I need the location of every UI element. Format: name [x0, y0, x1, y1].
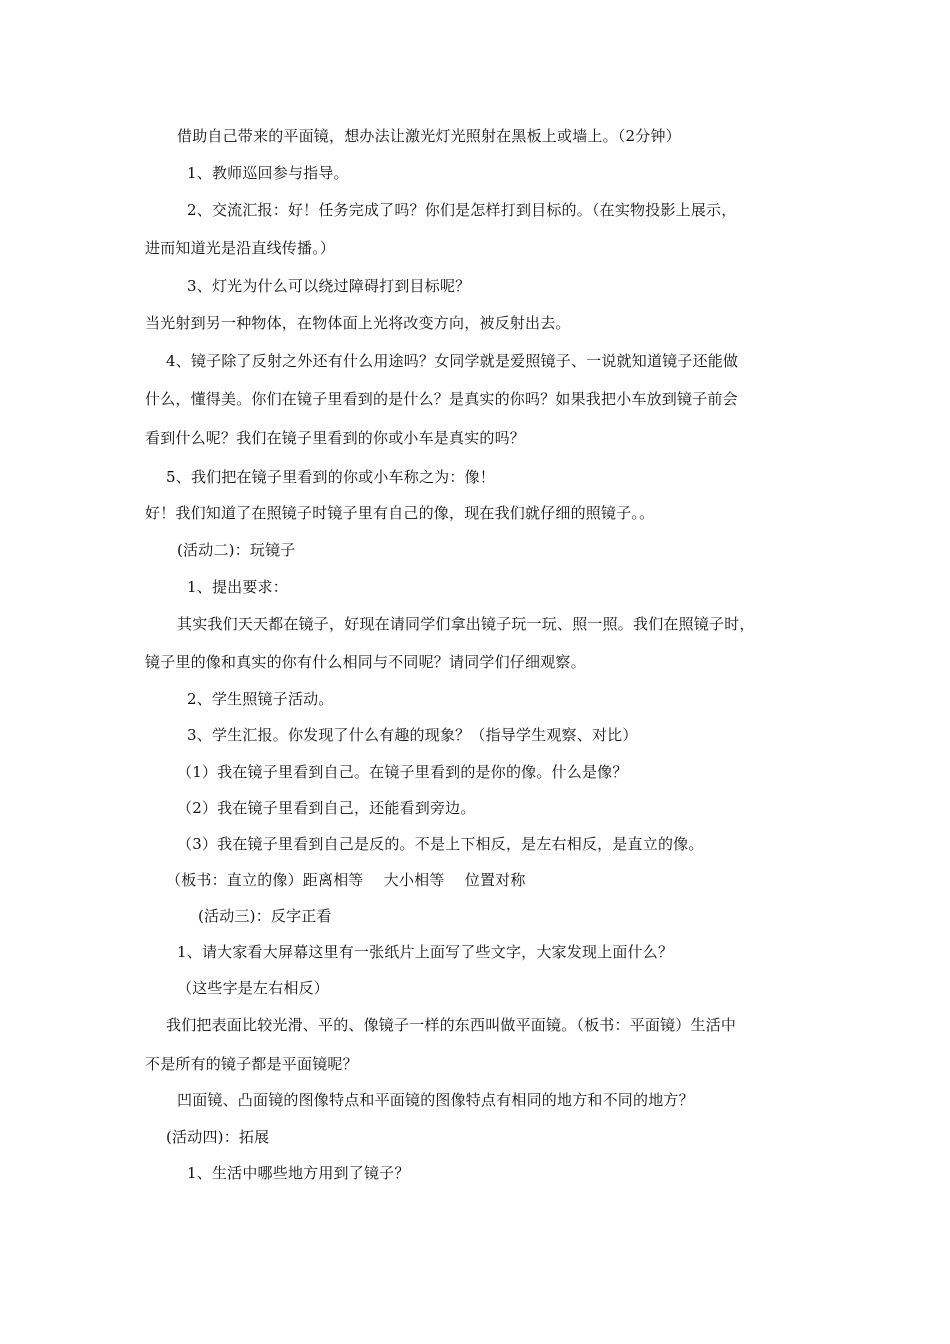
item-answer: （这些字是左右相反） — [177, 979, 330, 997]
heading-activity-2: (活动二)：玩镜子 — [177, 541, 296, 559]
paragraph-plane-mirror-line-1: 我们把表面比较光滑、平的、像镜子一样的东西叫做平面镜。（板书：平面镜）生活中 — [166, 1016, 737, 1034]
item-teacher-guidance: 1、教师巡回参与指导。 — [187, 164, 349, 182]
item-requirements: 1、提出要求： — [187, 578, 288, 596]
item-mirror-use-line-1: 4、镜子除了反射之外还有什么用途吗？女同学就是爱照镜子、一说就知道镜子还能做 — [166, 352, 739, 370]
item-image-definition: 5、我们把在镜子里看到的你或小车称之为：像！ — [166, 468, 495, 486]
paragraph-play-line-1: 其实我们天天都在镜子，好现在请同学们拿出镜子玩一玩、照一照。我们在照镜子时， — [177, 615, 755, 633]
paragraph-reflection: 当光射到另一种物体，在物体面上光将改变方向，被反射出去。 — [145, 314, 571, 332]
item-report-line-2: 进而知道光是沿直线传播。） — [145, 239, 336, 257]
paragraph-play-line-2: 镜子里的像和真实的你有什么相同与不同呢？请同学们仔细观察。 — [145, 653, 586, 671]
heading-activity-4: (活动四)：拓展 — [166, 1128, 270, 1146]
heading-activity-3: (活动三)：反字正看 — [198, 907, 332, 925]
observation-2: （2）我在镜子里看到自己，还能看到旁边。 — [177, 799, 476, 817]
paragraph-curved-mirrors: 凹面镜、凸面镜的图像特点和平面镜的图像特点有相同的地方和不同的地方？ — [177, 1091, 694, 1109]
observation-3: （3）我在镜子里看到自己是反的。不是上下相反，是左右相反，是直立的像。 — [177, 835, 704, 853]
item-student-activity: 2、学生照镜子活动。 — [187, 690, 334, 708]
paragraph-plane-mirror-line-2: 不是所有的镜子都是平面镜呢？ — [145, 1055, 358, 1073]
item-light-question: 3、灯光为什么可以绕过障碍打到目标呢？ — [187, 277, 471, 295]
item-report-line-1: 2、交流汇报：好！任务完成了吗？你们是怎样打到目标的。（在实物投影上展示， — [187, 201, 737, 219]
paragraph-transition: 好！我们知道了在照镜子时镜子里有自己的像，现在我们就仔细的照镜子。。 — [145, 504, 655, 522]
item-student-report: 3、学生汇报。你发现了什么有趣的现象？（指导学生观察、对比） — [187, 726, 638, 744]
observation-1: （1）我在镜子里看到自己。在镜子里看到的是你的像。什么是像？ — [177, 763, 628, 781]
item-mirror-use-line-2: 什么，懂得美。你们在镜子里看到的是什么？是真实的你吗？如果我把小车放到镜子前会 — [145, 390, 738, 408]
item-mirror-use-line-3: 看到什么呢？我们在镜子里看到的你或小车是真实的吗？ — [145, 429, 526, 447]
item-life-use: 1、生活中哪些地方用到了镜子？ — [187, 1164, 410, 1182]
board-notes: （板书：直立的像）距离相等 大小相等 位置对称 — [166, 871, 526, 889]
item-screen-question: 1、请大家看大屏幕这里有一张纸片上面写了些文字，大家发现上面什么？ — [177, 943, 674, 961]
paragraph-mirror-task: 借助自己带来的平面镜，想办法让激光灯光照射在黑板上或墙上。（2分钟） — [177, 127, 681, 145]
